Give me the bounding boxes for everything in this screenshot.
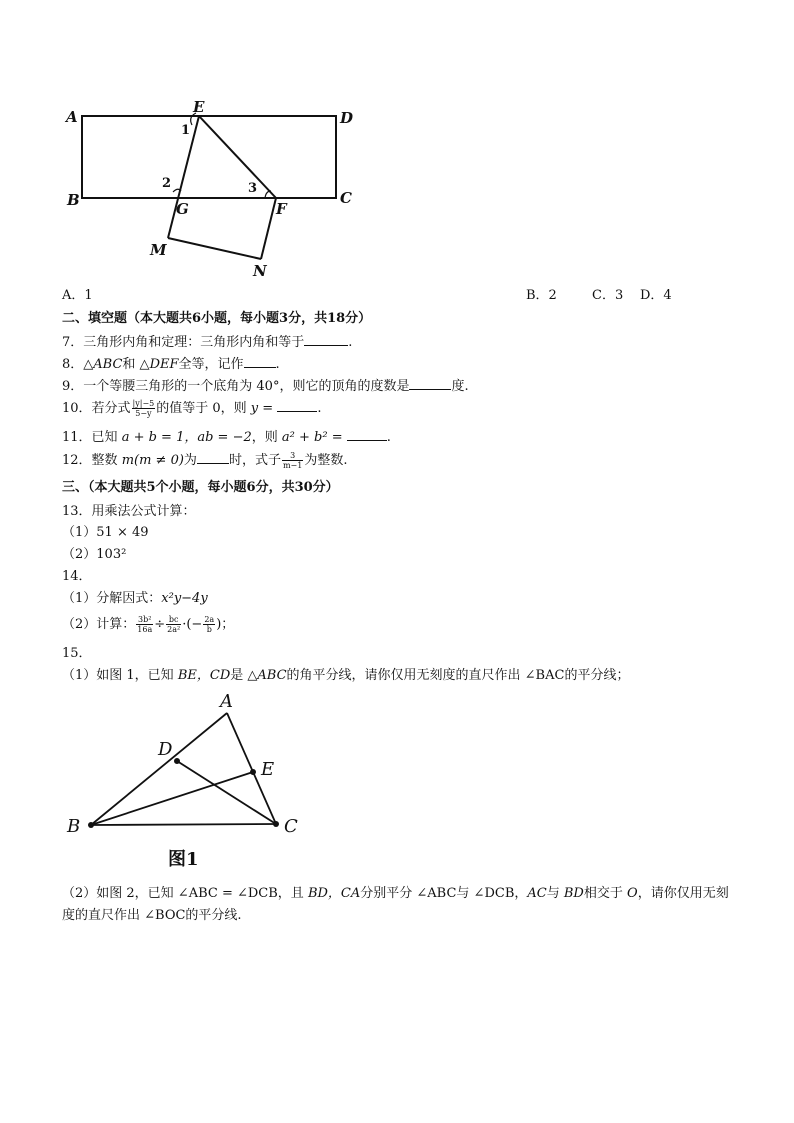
q9-text-a: 9．一个等腰三角形的一个底角为 40°，则它的顶角的度数是 xyxy=(62,379,410,394)
label-angle3: 3 xyxy=(248,181,258,196)
question-15-1 xyxy=(62,667,629,685)
q11-text-c: ，则 xyxy=(251,430,278,445)
label-b: B xyxy=(67,191,80,209)
q14-2-f1-num: 3b² xyxy=(138,615,152,624)
question-13: 13．用乘法公式计算： xyxy=(62,504,196,519)
label-angle2: 2 xyxy=(162,176,172,191)
q15-1-text-e: 的角平分线，请你仅用无刻度的直尺作出 ∠BAC的平分线； xyxy=(286,668,630,683)
q10-text-a: 10．若分式 xyxy=(62,401,131,416)
q14-2-fraction3 xyxy=(203,615,215,634)
segment-ef xyxy=(199,116,276,198)
q14-2-end: )； xyxy=(216,617,235,632)
q11-blank xyxy=(347,428,387,441)
q15-2-ac: AC xyxy=(527,886,547,901)
triangle-figure xyxy=(60,690,310,875)
q12-text-a: 12．整数 xyxy=(62,453,118,468)
q15-2-bd: BD xyxy=(563,886,584,901)
q15-2-o: O xyxy=(627,886,638,901)
q8-def: DEF xyxy=(149,357,179,372)
question-15-2 xyxy=(62,885,729,903)
question-14: 14． xyxy=(62,569,92,584)
rectangle-abcd xyxy=(82,116,336,198)
label-f: F xyxy=(276,200,287,218)
q15-1-text-a: （1）如图 1，已知 xyxy=(62,668,174,683)
q14-2-fraction1 xyxy=(136,615,153,634)
segment-nf xyxy=(261,198,276,259)
q14-2-f3-den: b xyxy=(206,625,212,634)
point-b xyxy=(88,822,94,828)
side-bc xyxy=(91,824,276,825)
q8-abc: ABC xyxy=(93,357,123,372)
q15-2-text-i: ，请你仅用无刻 xyxy=(637,886,729,901)
q11-condition: a + b = 1，ab = −2 xyxy=(121,430,252,445)
q12-fraction xyxy=(282,451,303,470)
point-c xyxy=(273,821,279,827)
question-9 xyxy=(62,377,469,396)
q15-1-abc: ABC xyxy=(257,668,287,683)
q8-text-e: 全等，记作 xyxy=(178,357,244,372)
q14-2-f2-num: bc xyxy=(166,615,181,625)
q14-2-fraction2 xyxy=(166,615,181,634)
q10-fraction xyxy=(132,399,156,418)
label-c: C xyxy=(340,189,352,207)
q10-y-eq: y = xyxy=(250,401,274,416)
tri-label-d: D xyxy=(158,739,173,760)
q14-2-div: ÷ xyxy=(154,617,166,632)
q14-2-text: （2）计算： xyxy=(62,617,136,632)
question-13-1: （1）51 × 49 xyxy=(62,525,149,540)
question-15: 15． xyxy=(62,646,92,661)
q11-expr: a² + b² = xyxy=(281,430,343,445)
question-11: 11．已知 a + b = 1，ab = −2，则 a² + b² = . xyxy=(62,430,391,445)
q10-denominator: 5−y xyxy=(135,409,152,418)
q8-text-a: 8．△ xyxy=(62,357,94,372)
q14-2-dot: ·(− xyxy=(182,617,203,632)
label-n: N xyxy=(253,262,267,280)
section2-heading: 二、填空题（本大题共6小题，每小题3分，共18分） xyxy=(62,311,372,326)
label-g: G xyxy=(176,200,189,218)
q12-denominator: m−1 xyxy=(282,461,303,470)
q15-1-text-c: 是 △ xyxy=(230,668,258,683)
q7-blank xyxy=(304,333,348,346)
q9-blank xyxy=(409,377,451,390)
q14-1-text: （1）分解因式： xyxy=(62,591,162,606)
question-14-1 xyxy=(62,590,208,608)
q12-numerator: 3 xyxy=(282,451,303,461)
q10-text-b: 的值等于 0，则 xyxy=(156,401,247,416)
q14-2-f2-den: 2a² xyxy=(167,625,181,634)
question-14-2 xyxy=(62,613,234,637)
q12-text-c: 为 xyxy=(183,453,197,468)
choice-d: D．4 xyxy=(640,288,672,303)
q12-blank xyxy=(197,451,229,464)
q12-m: m(m ≠ 0) xyxy=(121,453,184,468)
label-m: M xyxy=(150,241,167,259)
label-a: A xyxy=(66,108,78,126)
point-e xyxy=(250,769,256,775)
point-d xyxy=(174,758,180,764)
question-10: 10．若分式 $\frac{|y|-5}{5-y}$ 的值等于 0，则 y = . xyxy=(62,399,322,418)
label-angle1: 1 xyxy=(181,123,191,138)
q11-text-a: 11．已知 xyxy=(62,430,118,445)
figure-caption: 图1 xyxy=(168,849,199,870)
side-ba xyxy=(91,713,227,825)
q12-text-e: 为整数. xyxy=(304,453,348,468)
question-12 xyxy=(62,450,347,472)
q14-2-f1-den: 16a xyxy=(137,625,153,634)
tri-label-a: A xyxy=(220,691,233,712)
q14-1-expr: x²y−4y xyxy=(161,591,208,606)
q10-numerator: |y|−5 xyxy=(132,399,155,408)
choice-a: A．1 xyxy=(62,288,93,303)
q15-2-bd-ca: BD，CA xyxy=(307,886,361,901)
bisector-be xyxy=(91,772,253,825)
question-7: 7．三角形内角和定理：三角形内角和等于 . xyxy=(62,335,353,350)
q14-2-f3-num: 2a xyxy=(204,615,215,624)
q8-blank xyxy=(244,355,276,368)
segment-mn xyxy=(168,238,261,259)
q15-2-text-e: 与 xyxy=(546,886,560,901)
label-e: E xyxy=(193,98,205,116)
q15-2-text-a: （2）如图 2，已知 ∠ABC = ∠DCB，且 xyxy=(62,886,304,901)
q15-1-be-cd: BE，CD xyxy=(177,668,231,683)
q15-2-text-c: 分别平分 ∠ABC与 ∠DCB， xyxy=(360,886,528,901)
q12-text-d: 时，式子 xyxy=(228,453,281,468)
question-8: 8．△ABC和 △DEF全等，记作 . xyxy=(62,357,280,372)
choice-b: B．2 xyxy=(526,288,557,303)
choice-c: C．3 xyxy=(592,288,624,303)
q7-text: 7．三角形内角和定理：三角形内角和等于 xyxy=(62,335,305,350)
tri-label-c: C xyxy=(284,816,298,837)
q15-2-text-g: 相交于 xyxy=(583,886,623,901)
label-d: D xyxy=(340,109,354,127)
question-13-2: （2）103² xyxy=(62,547,127,562)
question-15-2-cont: 度的直尺作出 ∠BOC的平分线. xyxy=(62,908,242,923)
tri-label-e: E xyxy=(261,759,275,780)
rectangle-fold-figure xyxy=(60,95,360,280)
q8-text-c: 和 △ xyxy=(122,357,150,372)
q10-blank xyxy=(277,399,317,412)
q9-text-b: 度. xyxy=(451,379,469,394)
section3-heading: 三、（本大题共5个小题，每小题6分，共30分） xyxy=(62,480,339,495)
tri-label-b: B xyxy=(67,816,81,837)
